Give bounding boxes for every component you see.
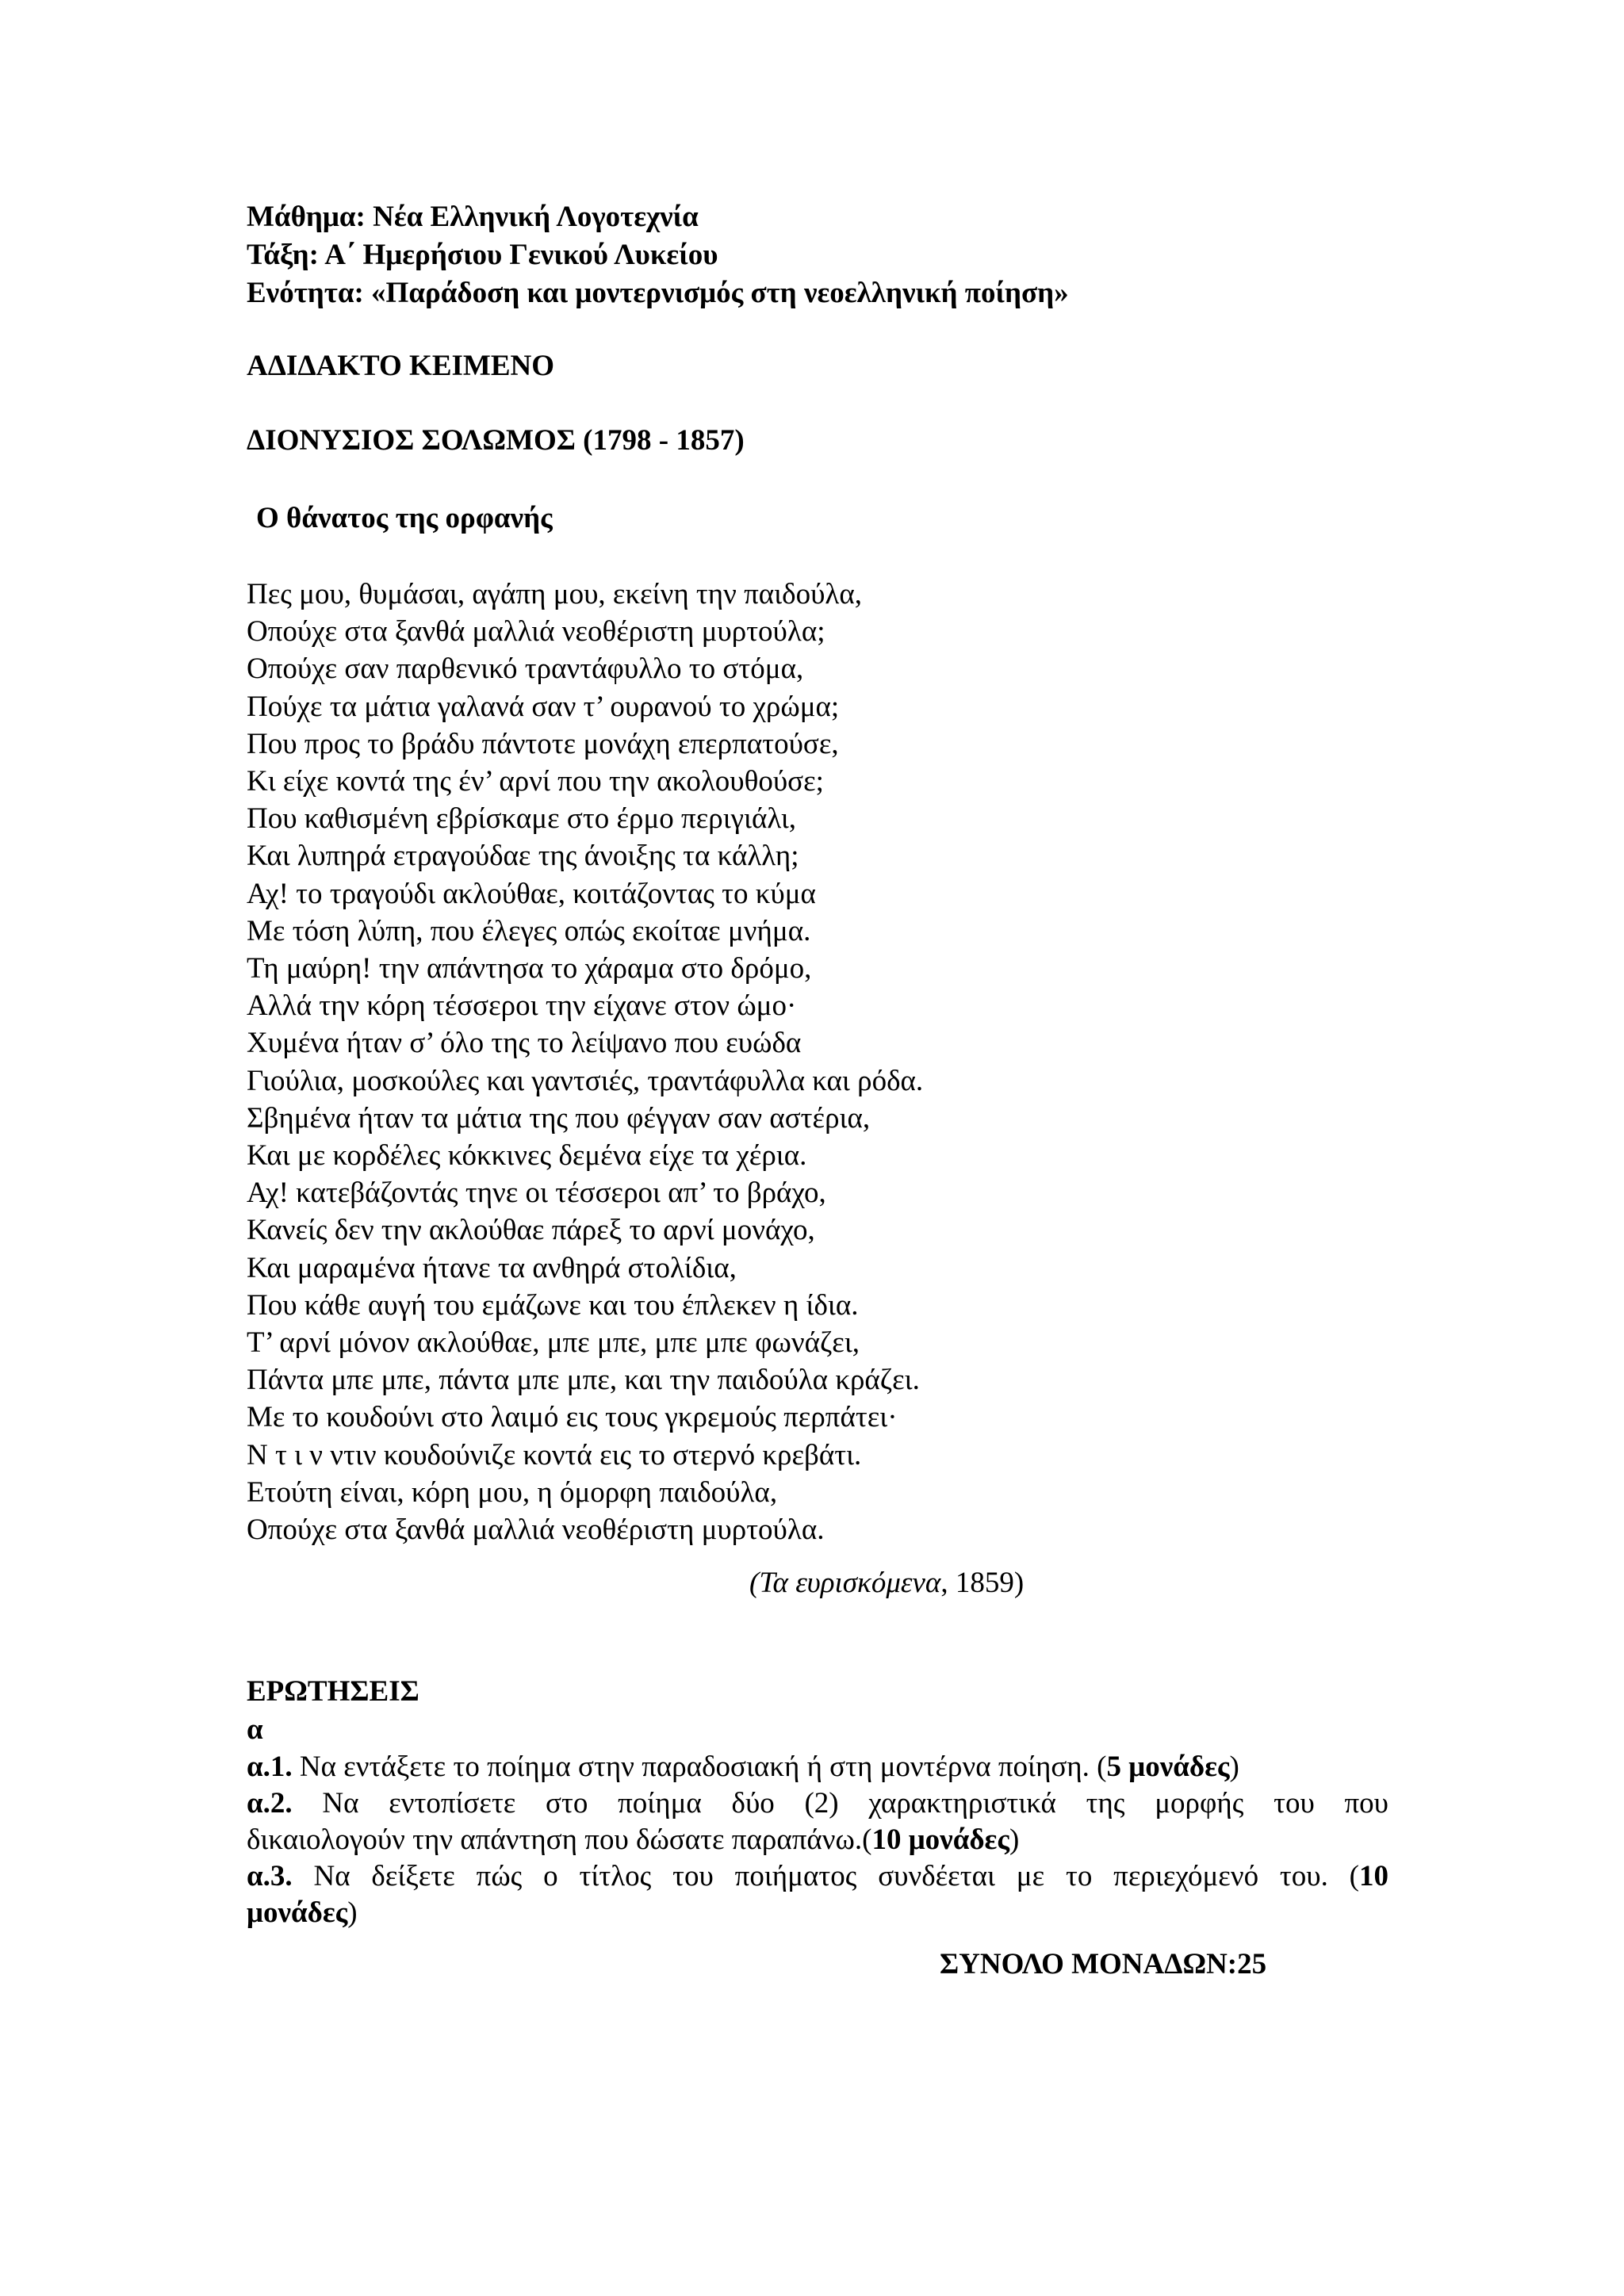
poem-body: [247, 576, 1388, 1548]
question-item: [247, 1858, 1388, 1895]
document-header: [247, 198, 1388, 312]
unseen-text-label: ΑΔΙΔΑΚΤΟ ΚΕΙΜΕΝΟ: [247, 350, 555, 382]
poem-line: Οπούχε στα ξανθά μαλλιά νεοθέριστη μυρτούλα.: [247, 1513, 825, 1547]
poem-title-block: [256, 499, 1398, 538]
citation-year: , 1859): [940, 1567, 1025, 1599]
question-item: [247, 1785, 1388, 1822]
poem-line: Χυμένα ήταν σ’ όλο της το λείψανο που ευώδα: [247, 1027, 802, 1060]
poem-line: Πούχε τα μάτια γαλανά σαν τ’ ουρανού το χρώμα;: [247, 690, 840, 723]
questions-heading: ΕΡΩΤΗΣΕΙΣ: [247, 1675, 419, 1708]
poem-line: Και με κορδέλες κόκκινες δεμένα είχε τα χέρια.: [247, 1139, 807, 1173]
poem-title: Ο θάνατος της ορφανής: [256, 502, 553, 534]
questions-subsection-label: α: [247, 1713, 263, 1746]
poem-line: Ετούτη είναι, κόρη μου, η όμορφη παιδούλα,: [247, 1475, 778, 1509]
subject-line: Μάθημα: Νέα Ελληνική Λογοτεχνία: [247, 201, 699, 233]
question-number: α.2.: [247, 1787, 293, 1820]
questions-section: [247, 1673, 1388, 1931]
unit-line: Ενότητα: «Παράδοση και μοντερνισμός στη νεοελληνική ποίηση»: [247, 277, 1069, 309]
poem-line: Κανείς δεν την ακλούθαε πάρεξ το αρνί μονάχο,: [247, 1214, 815, 1247]
question-text: δικαιολογούν την απάντηση που δώσατε παραπάνω.(: [247, 1823, 872, 1856]
question-close: ): [1229, 1751, 1239, 1783]
poem-line: Που προς το βράδυ πάντοτε μονάχη επερπατούσε,: [247, 727, 839, 760]
poem-line: Που κάθε αυγή του εμάζωνε και του έπλεκεν η ίδια.: [247, 1288, 859, 1322]
poem-line: Ν τ ι ν ντιν κουδούνιζε κοντά εις το στερνό κρεβάτι.: [247, 1438, 862, 1471]
citation-source: (Τα ευρισκόμενα: [749, 1567, 941, 1599]
poem-line: Αχ! το τραγούδι ακλούθαε, κοιτάζοντας το κύμα: [247, 877, 816, 910]
total-points: ΣΥΝΟΛΟ ΜΟΝΑΔΩΝ:25: [940, 1948, 1267, 1980]
question-close: ): [347, 1896, 358, 1929]
poem-line: Αλλά την κόρη τέσσεροι την είχανε στον ώμο·: [247, 989, 797, 1023]
poem-line: Κι είχε κοντά της έν’ αρνί που την ακολουθούσε;: [247, 765, 824, 798]
poem-line: Πες μου, θυμάσαι, αγάπη μου, εκείνη την παιδούλα,: [247, 578, 862, 610]
poem-line: Που καθισμένη εβρίσκαμε στο έρμο περιγιάλι,: [247, 802, 797, 836]
question-close: ): [1009, 1823, 1020, 1856]
poem-line: Σβημένα ήταν τα μάτια της που φέγγαν σαν αστέρια,: [247, 1101, 871, 1135]
author-name: ΔΙΟΝΥΣΙΟΣ ΣΟΛΩΜΟΣ (1798 - 1857): [247, 424, 745, 457]
poem-line: Τη μαύρη! την απάντησα το χάραμα στο δρόμο,: [247, 952, 812, 985]
question-points: 10: [1359, 1860, 1388, 1892]
question-item-continuation: [247, 1895, 1388, 1931]
poem-line: Και μαραμένα ήτανε τα ανθηρά στολίδια,: [247, 1251, 737, 1284]
question-points: μονάδες: [247, 1896, 348, 1929]
question-text: Να εντάξετε το ποίημα στην παραδοσιακή ή στη μοντέρνα ποίηση. (: [292, 1751, 1107, 1783]
question-text: Να εντοπίσετε στο ποίημα δύο (2) χαρακτηριστικά της μορφής του που: [292, 1787, 1388, 1820]
question-points: 5 μονάδες: [1106, 1751, 1230, 1783]
question-item-continuation: [247, 1822, 1388, 1858]
question-points: 10 μονάδες: [871, 1823, 1009, 1856]
poem-line: Και λυπηρά ετραγούδαε της άνοιξης τα κάλλη;: [247, 840, 799, 873]
poem-line: Αχ! κατεβάζοντάς τηνε οι τέσσεροι απ’ το βράχο,: [247, 1177, 826, 1210]
grade-line: Τάξη: Α΄ Ημερήσιου Γενικού Λυκείου: [247, 239, 718, 271]
poem-citation: [749, 1564, 1024, 1602]
question-number: α.1.: [247, 1751, 293, 1783]
poem-line: Με τόση λύπη, που έλεγες οπώς εκοίταε μνήμα.: [247, 914, 811, 947]
poem-line: Οπούχε στα ξανθά μαλλιά νεοθέριστη μυρτούλα;: [247, 615, 825, 649]
unseen-text-heading: [247, 347, 1388, 385]
poem-line: Πάντα μπε μπε, πάντα μπε μπε, και την παιδούλα κράζει.: [247, 1364, 920, 1397]
poem-line: Οπούχε σαν παρθενικό τραντάφυλλο το στόμα,: [247, 652, 804, 686]
question-number: α.3.: [247, 1860, 293, 1892]
question-item: [247, 1749, 1388, 1785]
question-text: Να δείξετε πώς ο τίτλος του ποιήματος συνδέεται με το περιεχόμενό του. (: [292, 1860, 1359, 1892]
poem-line: Γιούλια, μοσκούλες και γαντσιές, τραντάφυλλα και ρόδα.: [247, 1064, 924, 1097]
poem-line: Με το κουδούνι στο λαιμό εις τους γκρεμούς περπάτει·: [247, 1401, 898, 1434]
author-heading: [247, 422, 1388, 460]
poem-line: Τ’ αρνί μόνον ακλούθαε, μπε μπε, μπε μπε φωνάζει,: [247, 1326, 860, 1360]
